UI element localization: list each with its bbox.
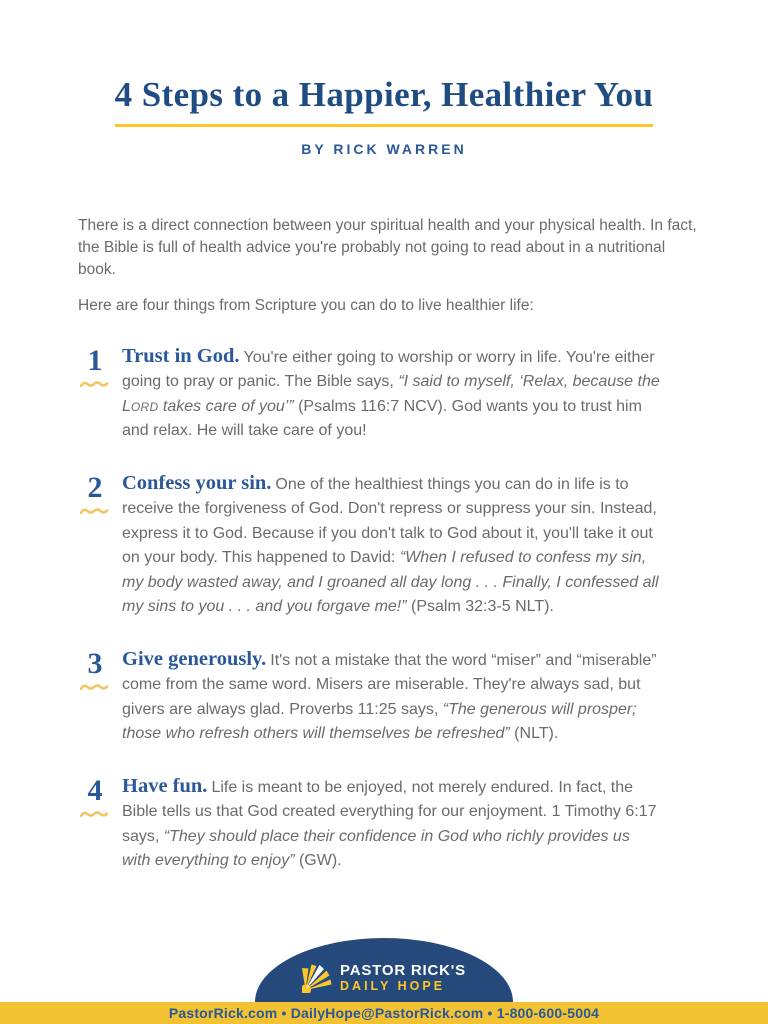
squiggle-icon <box>80 506 110 516</box>
byline: BY RICK WARREN <box>301 140 467 157</box>
footer-contact-line: PastorRick.com • DailyHope@PastorRick.com • 1-800-600-5004 <box>168 1005 600 1021</box>
step-item-1 <box>78 344 706 444</box>
steps-list <box>78 344 706 874</box>
sunburst-icon <box>302 963 332 993</box>
step-heading: Have fun. <box>122 774 208 797</box>
footer-bar <box>0 1002 768 1024</box>
step-text: It's not a mistake that the word “miser” and “miserable” come from the same word. Misers are miserable. They're always sad, but givers are always glad. Proverbs 11:25 says, “The generous will prosper; those who refresh others will themselves be refreshed” (NLT). <box>122 651 657 742</box>
step-body <box>122 774 662 874</box>
step-heading: Trust in God. <box>122 344 240 367</box>
logo-subtitle: DAILY HOPE <box>340 979 446 994</box>
squiggle-icon <box>80 682 110 692</box>
page-title: 4 Steps to a Happier, Healthier You <box>114 75 654 114</box>
intro-paragraph-1: There is a direct connection between your spiritual health and your physical health. In fact, the Bible is full of health advice you're probably not going to read about in a nutritional book. <box>78 216 697 278</box>
step-number: 4 <box>87 773 103 807</box>
step-heading: Give generously. <box>122 647 267 670</box>
footer-dome <box>255 938 513 1002</box>
daily-hope-logo <box>302 963 466 993</box>
step-item-4 <box>78 774 706 874</box>
step-body <box>122 471 662 620</box>
step-heading: Confess your sin. <box>122 471 272 494</box>
step-number-column <box>78 647 112 697</box>
squiggle-icon <box>80 809 110 819</box>
squiggle-icon <box>80 379 110 389</box>
step-item-2 <box>78 471 706 620</box>
step-body <box>122 344 662 444</box>
step-item-3 <box>78 647 706 747</box>
article-content <box>78 215 706 874</box>
title-underline <box>115 124 654 127</box>
step-text: Life is meant to be enjoyed, not merely endured. In fact, the Bible tells us that God created everything for our enjoyment. 1 Timothy 6:17 says, “They should place their confidence in God who richly provides us with everything to enjoy” (GW). <box>122 778 657 869</box>
step-text: One of the healthiest things you can do in life is to receive the forgiveness of God. Don't repress or suppress your sin. Instead, express it to God. Because if you don't talk to God about it, you'll take it out on your body. This happened to David: “When I refused to confess my sin, my body wasted away, and I groaned all day long . . . Finally, I confessed all my sins to you . . . and you forgave me!” (Psalm 32:3-5 NLT). <box>122 475 659 615</box>
step-number-column <box>78 344 112 394</box>
step-number: 2 <box>87 470 103 504</box>
step-number: 3 <box>87 646 103 680</box>
step-number: 1 <box>87 343 103 377</box>
step-number-column <box>78 471 112 521</box>
intro-section <box>78 215 706 317</box>
step-text: You're either going to worship or worry in life. You're either going to pray or panic. The Bible says, “I said to myself, ‘Relax, because the LORD takes care of you’” (Psalms 116:7 NCV). God wants you to trust him and relax. He will take care of you! <box>122 348 660 439</box>
step-body <box>122 647 662 747</box>
intro-paragraph-2: Here are four things from Scripture you can do to live healthier life: <box>78 296 534 314</box>
logo-title: PASTOR RICK'S <box>340 962 466 980</box>
step-number-column <box>78 774 112 824</box>
logo-text <box>340 963 466 993</box>
title-block <box>115 76 654 127</box>
